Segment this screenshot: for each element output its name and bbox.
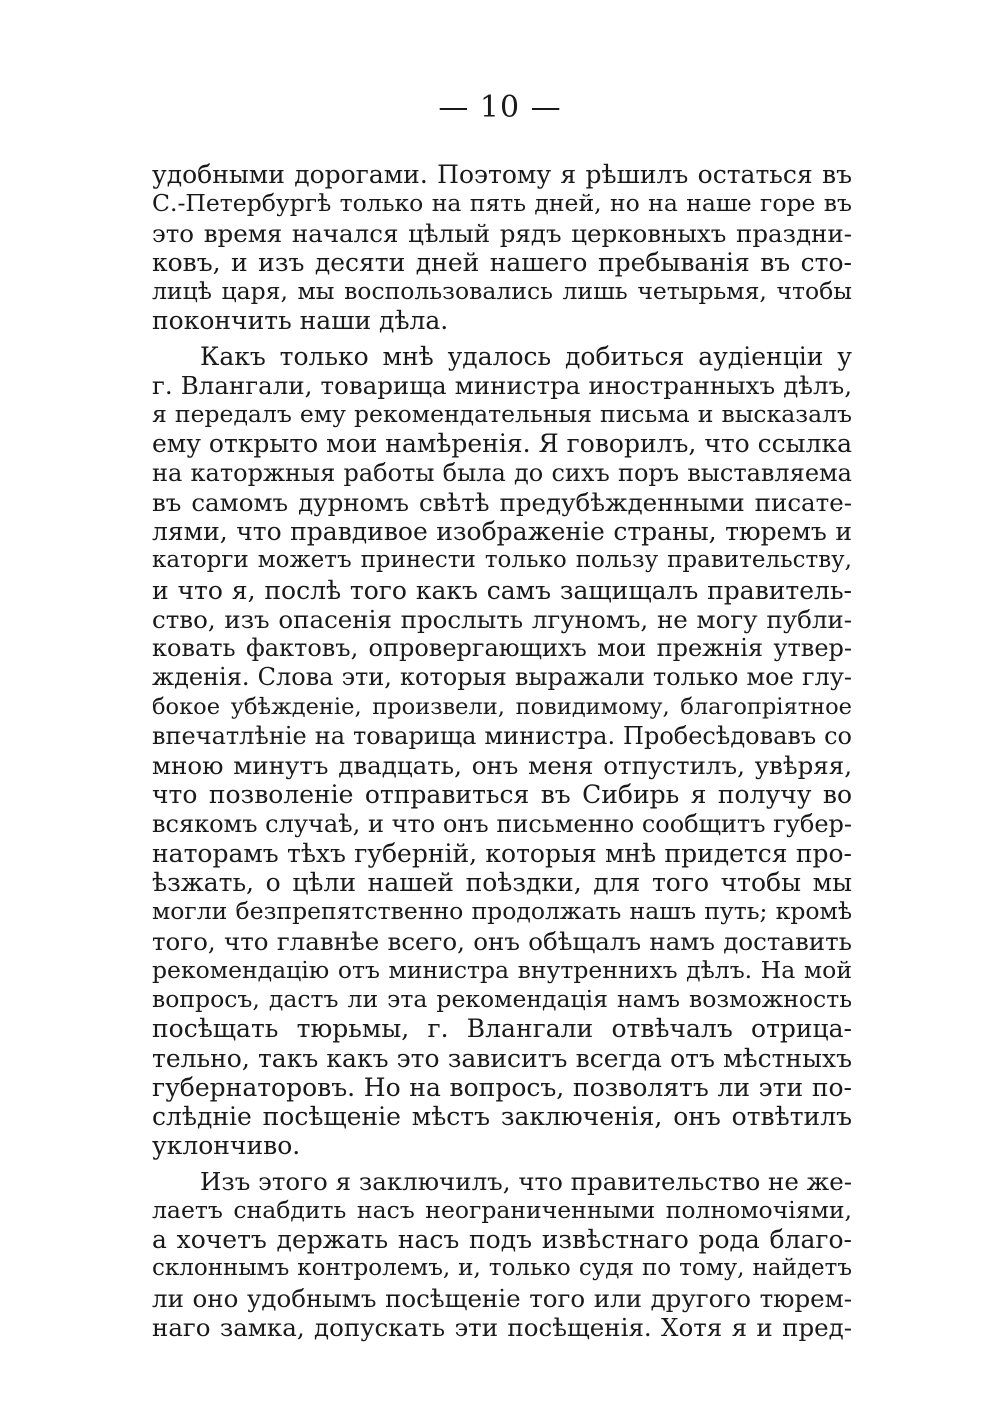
text-line: ковать фактовъ, опровергающихъ мои прежнія утвер- — [152, 634, 852, 662]
text-line: а хочетъ держать насъ подъ извѣстнаго рода благо- — [152, 1225, 852, 1254]
paragraph — [152, 1167, 852, 1343]
text-line: того, что главнѣе всего, онъ обѣщалъ намъ доставить — [152, 926, 852, 956]
text-line: удобными дорогами. Поэтому я рѣшилъ остаться въ — [152, 160, 852, 189]
text-line: это время начался цѣлый рядъ церковныхъ праздни- — [152, 218, 852, 248]
text-line: рекомендацію отъ министра внутреннихъ дѣлъ. На мой — [152, 955, 852, 984]
text-line: и что я, послѣ того какъ самъ защищалъ правитель- — [152, 575, 852, 605]
text-line: ковъ, и изъ десяти дней нашего пребыванія въ сто- — [152, 247, 852, 277]
text-line: уклончиво. — [152, 1131, 301, 1161]
text-line: ли оно удобнымъ посѣщеніе того или другого тюрем- — [152, 1283, 852, 1313]
text-line: слѣдніе посѣщеніе мѣстъ заключенія, онъ отвѣтилъ — [152, 1102, 852, 1131]
text-line: г. Влангали, товарища министра иностранныхъ дѣлъ, — [152, 370, 852, 400]
text-line: Изъ этого я заключилъ, что правительство не же- — [200, 1166, 852, 1196]
text-line: лицѣ царя, мы воспользовались лишь четырьмя, чтобы — [152, 277, 852, 305]
paragraph — [152, 160, 852, 336]
text-line: С.-Петербургѣ только на пять дней, но на наше горе въ — [152, 189, 852, 218]
text-line: лаетъ снабдить насъ неограниченными полномочіями, — [152, 1195, 852, 1224]
text-line: склоннымъ контролемъ, и, только судя по тому, найдетъ — [152, 1255, 852, 1282]
text-line: вопросъ, дастъ ли эта рекомендація намъ возможность — [152, 985, 852, 1013]
text-line: лями, что правдивое изображеніе страны, тюремъ и — [152, 517, 852, 546]
text-line: покончить наши дѣла. — [152, 306, 449, 336]
text-line: Какъ только мнѣ удалось добиться аудіенціи у — [200, 341, 852, 371]
text-line: ѣзжать, о цѣли нашей поѣздки, для того чтобы мы — [152, 868, 852, 897]
text-line: на каторжныя работы была до сихъ поръ выставляема — [152, 458, 852, 487]
text-line: впечатлѣніе на товарища министра. Пробесѣдовавъ со — [152, 721, 852, 750]
text-line: губернаторовъ. Но на вопросъ, позволятъ ли эти по- — [152, 1072, 852, 1102]
body-text — [152, 160, 852, 1348]
text-line: что позволеніе отправиться въ Сибирь я получу во — [152, 780, 852, 810]
text-line: бокое убѣжденіе, произвели, повидимому, благопріятное — [152, 693, 852, 720]
text-line: наго замка, допускать эти посѣщенія. Хотя я и пред- — [152, 1312, 852, 1342]
text-line: наторамъ тѣхъ губерній, которыя мнѣ придется про- — [152, 838, 852, 868]
text-line: могли безпрепятственно продолжать нашъ путь; кромѣ — [152, 897, 852, 926]
text-line: каторги можетъ принести только пользу правительству, — [152, 547, 852, 574]
text-line: ство, изъ опасенія прослыть лгуномъ, не могу публи- — [152, 604, 852, 634]
text-line: тельно, такъ какъ это зависитъ всегда отъ мѣстныхъ — [152, 1043, 852, 1073]
page-number: — 10 — — [438, 90, 562, 125]
text-line: жденія. Слова эти, которыя выражали только мое глу- — [152, 663, 852, 692]
paragraph — [152, 342, 852, 1161]
text-line: ему открыто мои намѣренія. Я говорилъ, что ссылка — [152, 429, 852, 459]
text-line: въ самомъ дурномъ свѣтѣ предубѣжденными писате- — [152, 487, 852, 517]
text-line: посѣщать тюрьмы, г. Влангали отвѣчалъ отрица- — [152, 1014, 852, 1044]
text-line: мною минутъ двадцать, онъ меня отпустилъ, увѣряя, — [152, 751, 852, 780]
text-line: я передалъ ему рекомендательныя письма и высказалъ — [152, 400, 852, 428]
text-line: всякомъ случаѣ, и что онъ письменно сообщитъ губер- — [152, 809, 852, 838]
